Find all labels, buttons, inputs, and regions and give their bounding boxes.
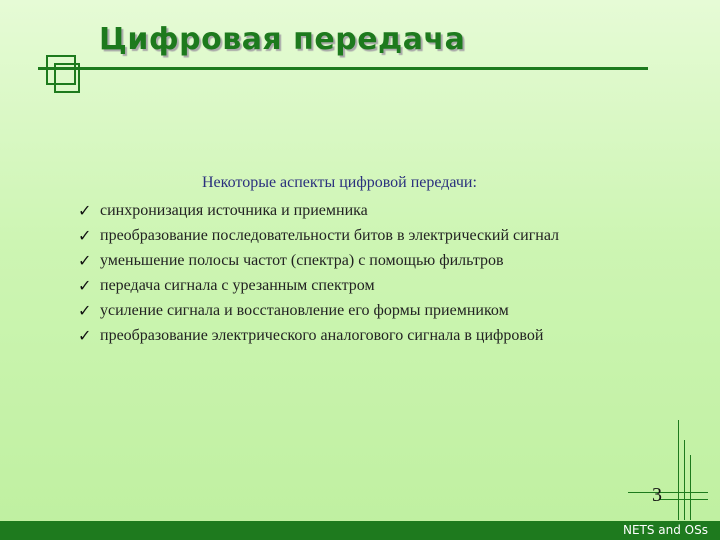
bullet-text: уменьшение полосы частот (спектра) с помощью фильтров <box>100 252 504 269</box>
corner-line-decoration <box>628 492 708 493</box>
bullet-item <box>78 223 559 248</box>
corner-line-decoration <box>690 455 691 520</box>
bullet-text: преобразование электрического аналогового сигнала в цифровой <box>100 327 544 344</box>
bullet-item <box>78 248 559 273</box>
footer-label: NETS and OSs <box>622 523 708 537</box>
bullet-text: усиление сигнала и восстановление его формы приемником <box>100 302 509 319</box>
bullet-item <box>78 298 559 323</box>
title-underline <box>38 67 648 70</box>
corner-line-decoration <box>684 440 685 520</box>
bullet-text: синхронизация источника и приемника <box>100 202 368 219</box>
bullet-list <box>78 198 559 348</box>
checkmark-icon: ✓ <box>78 301 92 320</box>
bullet-item <box>78 198 559 223</box>
checkmark-icon: ✓ <box>78 276 92 295</box>
checkmark-icon: ✓ <box>78 226 92 245</box>
corner-line-decoration <box>678 420 679 520</box>
footer-bar <box>0 521 720 540</box>
checkmark-icon: ✓ <box>78 201 92 220</box>
bullet-text: преобразование последовательности битов в электрический сигнал <box>100 227 560 244</box>
page-number: 3 <box>652 484 662 506</box>
bullet-item <box>78 273 559 298</box>
slide-subtitle: Некоторые аспекты цифровой передачи: <box>202 174 477 191</box>
checkmark-icon: ✓ <box>78 251 92 270</box>
checkmark-icon: ✓ <box>78 326 92 345</box>
slide-title: Цифровая передача <box>99 22 466 57</box>
corner-line-decoration <box>660 499 708 500</box>
bullet-item <box>78 323 559 348</box>
bullet-text: передача сигнала с урезанным спектром <box>100 277 375 294</box>
